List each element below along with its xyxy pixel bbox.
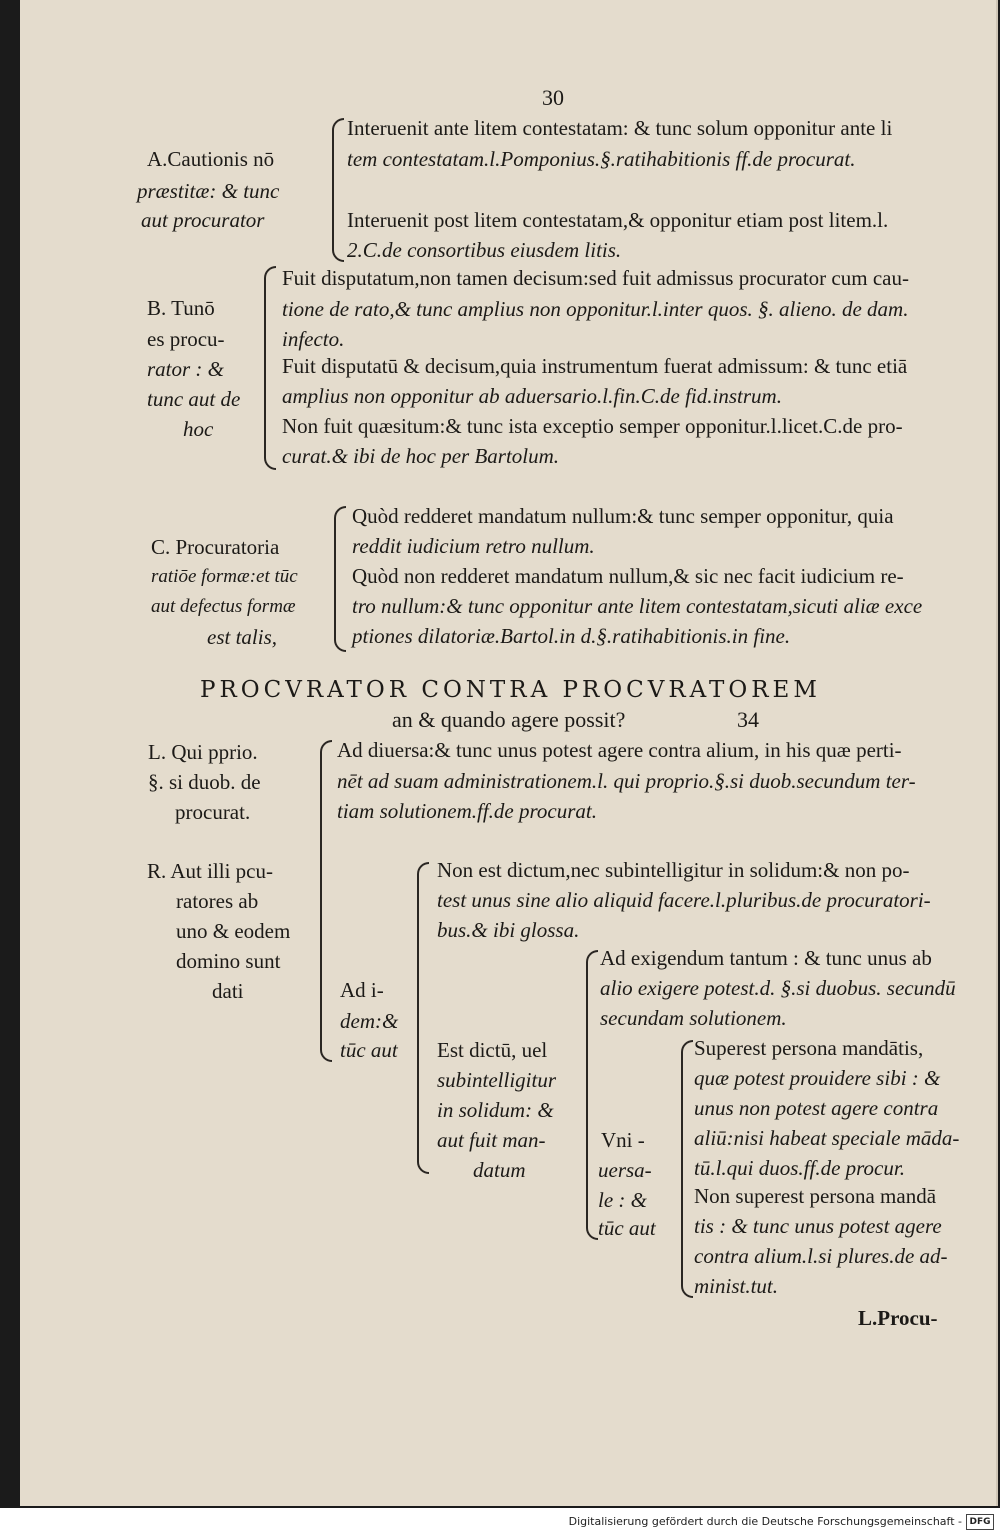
dfg-logo-icon: DFG (966, 1514, 994, 1530)
section-a-line-1: Interuenit ante litem contestatam: & tunc solum opponitur ante li (347, 116, 893, 140)
section-c-brace (334, 506, 346, 652)
superest-brace (681, 1040, 693, 1298)
section-a-line-4: 2.C.de consortibus eiusdem litis. (347, 238, 622, 262)
vniuersale-1: Vni - (601, 1128, 645, 1152)
ad-idem-1: Ad i- (340, 978, 384, 1002)
section-b-label-5: hoc (183, 417, 214, 441)
superest-line-3: unus non potest agere contra (694, 1096, 939, 1120)
section-r-label-3: uno & eodem (176, 919, 291, 943)
section-c-label-3: aut defectus formæ (151, 596, 296, 617)
ad-exigendum-line-2: alio exigere potest.d. §.si duobus. secundū (600, 976, 956, 1000)
section-b-line-2: tione de rato,& tunc amplius non opponitur.l.inter quos. §. alieno. de dam. (282, 297, 909, 321)
footer-credit: Digitalisierung gefördert durch die Deutsche Forschungsgemeinschaft - (568, 1515, 962, 1528)
section-l-label-1: L. Qui pprio. (148, 740, 258, 764)
est-dictu-3: in solidum: & (437, 1098, 554, 1122)
vniuersale-2: uersa- (598, 1158, 652, 1182)
section-b-label-4: tunc aut de (147, 387, 241, 411)
section-l-line-3: tiam solutionem.ff.de procurat. (337, 799, 597, 823)
section-a-line-3: Interuenit post litem contestatam,& opponitur etiam post litem.l. (347, 208, 889, 232)
est-dictu-5: datum (473, 1158, 526, 1182)
section-r-label-4: domino sunt (176, 949, 281, 973)
section-c-label-4: est talis, (207, 625, 278, 649)
section-r-label-1: R. Aut illi pcu- (147, 859, 273, 883)
section-number: 34 (737, 707, 759, 732)
section-a-line-2: tem contestatam.l.Pomponius.§.ratihabitionis ff.de procurat. (347, 147, 856, 171)
section-b-line-6: Non fuit quæsitum:& tunc ista exceptio semper opponitur.l.licet.C.de pro- (282, 414, 903, 438)
section-b-label-3: rator : & (147, 357, 225, 381)
est-dictu-2: subintelligitur (437, 1068, 557, 1092)
ad-exigendum-brace (586, 950, 598, 1240)
superest-line-9: minist.tut. (694, 1274, 779, 1298)
ad-idem-2: dem:& (340, 1009, 399, 1033)
superest-line-2: quæ potest prouidere sibi : & (694, 1066, 941, 1090)
section-b-line-4: Fuit disputatū & decisum,quia instrumentum fuerat admissum: & tunc etiā (282, 354, 908, 378)
catchword: L.Procu- (858, 1306, 938, 1330)
section-b-line-7: curat.& ibi de hoc per Bartolum. (282, 444, 560, 468)
section-b-line-3: infecto. (282, 327, 345, 351)
section-l-line-1: Ad diuersa:& tunc unus potest agere contra alium, in his quæ perti- (337, 738, 902, 762)
section-c-line-4: tro nullum:& tunc opponitur ante litem contestatam,sicuti aliæ exce (352, 594, 923, 618)
ad-exigendum-line-3: secundam solutionem. (600, 1006, 787, 1030)
non-est-line-1: Non est dictum,nec subintelligitur in solidum:& non po- (437, 858, 910, 882)
section-c-label-1: C. Procuratoria (151, 535, 280, 559)
section-b-label-1: B. Tunō (147, 296, 215, 320)
section-c-line-1: Quòd redderet mandatum nullum:& tunc semper opponitur, quia (352, 504, 894, 528)
section-r-label-2: ratores ab (176, 889, 259, 913)
non-est-line-3: bus.& ibi glossa. (437, 918, 580, 942)
section-r-label-5: dati (212, 979, 244, 1003)
superest-line-5: tū.l.qui duos.ff.de procur. (694, 1156, 905, 1180)
est-dictu-4: aut fuit man- (437, 1128, 546, 1152)
ad-exigendum-line-1: Ad exigendum tantum : & tunc unus ab (600, 946, 932, 970)
superest-line-8: contra alium.l.si plures.de ad- (694, 1244, 948, 1268)
vniuersale-4: tūc aut (598, 1216, 656, 1240)
footer-bar (0, 1508, 1000, 1536)
ad-idem-3: tūc aut (340, 1038, 398, 1062)
superest-line-4: aliū:nisi habeat speciale māda- (694, 1126, 960, 1150)
section-c-line-2: reddit iudicium retro nullum. (352, 534, 595, 558)
section-a-label-3: aut procurator (141, 208, 265, 232)
section-b-line-1: Fuit disputatum,non tamen decisum:sed fuit admissus procurator cum cau- (282, 266, 909, 290)
section-b-line-5: amplius non opponitur ab aduersario.l.fin.C.de fid.instrum. (282, 384, 782, 408)
superest-line-6: Non superest persona mandā (694, 1184, 937, 1208)
ad-idem-brace (417, 862, 429, 1174)
section-subtitle: an & quando agere possit? (392, 707, 626, 732)
section-c-label-2: ratiōe formæ:et tūc (151, 566, 298, 587)
section-title: PROCVRATOR CONTRA PROCVRATOREM (200, 677, 821, 703)
vniuersale-3: le : & (598, 1188, 647, 1212)
section-a-label-2: præstitæ: & tunc (137, 179, 280, 203)
section-b-brace (264, 266, 276, 470)
section-c-line-5: ptiones dilatoriæ.Bartol.in d.§.ratihabitionis.in fine. (352, 624, 791, 648)
superest-line-1: Superest persona mandātis, (694, 1036, 924, 1060)
section-c-line-3: Quòd non redderet mandatum nullum,& sic nec facit iudicium re- (352, 564, 904, 588)
non-est-line-2: test unus sine alio aliquid facere.l.pluribus.de procuratori- (437, 888, 931, 912)
section-a-brace (332, 118, 344, 262)
superest-line-7: tis : & tunc unus potest agere (694, 1214, 942, 1238)
section-l-label-2: §. si duob. de (148, 770, 261, 794)
section-l-label-3: procurat. (175, 800, 251, 824)
section-b-label-2: es procu- (147, 327, 225, 351)
section-l-brace (320, 740, 332, 1062)
section-a-label-1: A.Cautionis nō (147, 147, 275, 171)
page-number: 30 (542, 85, 564, 110)
section-l-line-2: nēt ad suam administrationem.l. qui proprio.§.si duob.secundum ter- (337, 769, 916, 793)
est-dictu-1: Est dictū, uel (437, 1038, 548, 1062)
